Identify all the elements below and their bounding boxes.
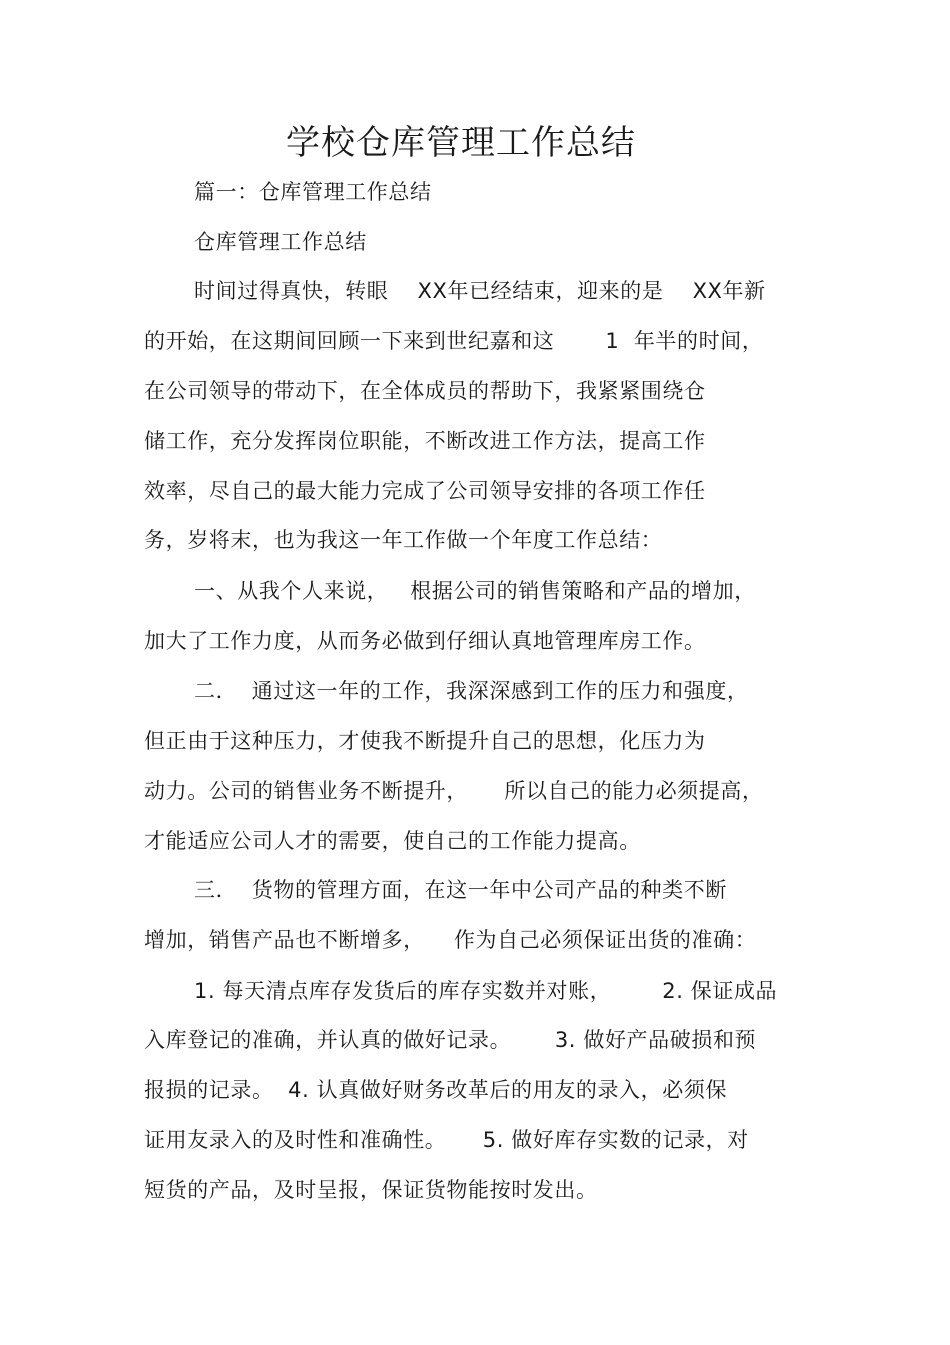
paragraph-line: 时间过得真快，转眼 XX年已经结束，迎来的是 XX年新 [194,279,766,303]
paragraph-line: 效率，尽自己的最大能力完成了公司领导安排的各项工作任 [144,479,706,503]
paragraph-line: 1. 每天清点库存发货后的库存实数并对账， 2. 保证成品 [194,979,778,1003]
paragraph-line: 一、从我个人来说， 根据公司的销售策略和产品的增加， [194,579,756,603]
paragraph-line: 增加，销售产品也不断增多， 作为自己必须保证出货的准确： [144,928,757,952]
paragraph-line: 二． 通过这一年的工作，我深深感到工作的压力和强度， [194,679,749,703]
paragraph-line: 务，岁将末，也为我这一年工作做一个年度工作总结： [144,528,663,552]
paragraph-line: 动力。公司的销售业务不断提升， 所以自己的能力必须提高， [144,779,764,803]
section-heading: 篇一：仓库管理工作总结 [194,180,432,204]
paragraph-line: 才能适应公司人才的需要，使自己的工作能力提高。 [144,829,641,853]
paragraph-line: 加大了工作力度，从而务必做到仔细认真地管理库房工作。 [144,629,706,653]
paragraph-line: 但正由于这种压力，才使我不断提升自己的思想，化压力为 [144,729,706,753]
subheading: 仓库管理工作总结 [194,230,367,254]
paragraph-line: 入库登记的准确，并认真的做好记录。 3. 做好产品破损和预 [144,1028,757,1052]
paragraph-line: 报损的记录。 4. 认真做好财务改革后的用友的录入，必须保 [144,1078,728,1102]
paragraph-line: 在公司领导的带动下，在全体成员的帮助下，我紧紧围绕仓 [144,379,706,403]
paragraph-line: 证用友录入的及时性和准确性。 5. 做好库存实数的记录，对 [144,1128,749,1152]
paragraph-line: 的开始，在这期间回顾一下来到世纪嘉和这 1 年半的时间， [144,329,764,353]
document-title: 学校仓库管理工作总结 [286,123,636,163]
paragraph-line: 储工作，充分发挥岗位职能，不断改进工作方法，提高工作 [144,429,706,453]
paragraph-line: 短货的产品，及时呈报，保证货物能按时发出。 [144,1178,598,1202]
paragraph-line: 三． 货物的管理方面，在这一年中公司产品的种类不断 [194,878,727,902]
